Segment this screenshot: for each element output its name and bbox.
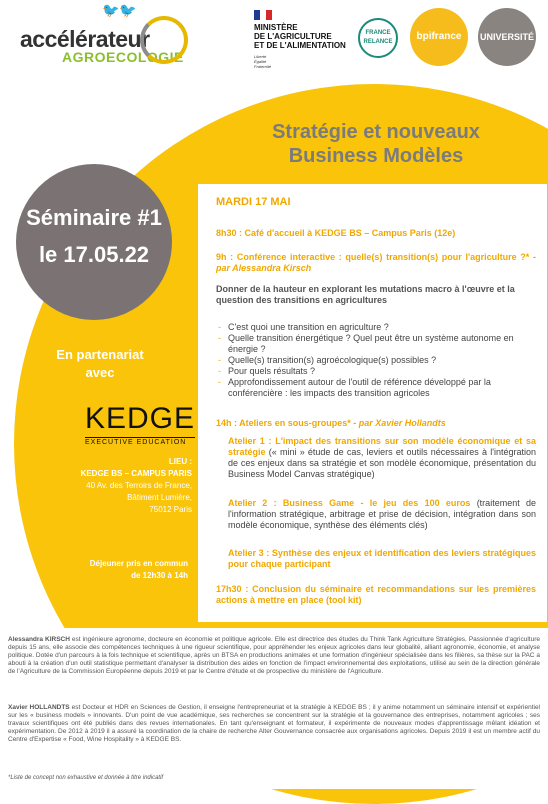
bpifrance-logo: bpifrance: [410, 8, 468, 66]
ministry-logo: MINISTÈRE DE L'AGRICULTURE ET DE L'ALIMENTATION: [254, 23, 346, 50]
universite-logo: UNIVERSITÉ: [478, 8, 536, 66]
conference-topics: [216, 322, 536, 399]
footnote: *Liste de concept non exhaustive et donnée à titre indicatif: [8, 775, 164, 781]
program-item-conclusion: 17h30 : Conclusion du séminaire et recommandations sur les premières actions à mettre en place (tool kit): [216, 584, 536, 605]
seminar-number: Séminaire #1: [26, 205, 162, 230]
partnership-label: En partenariat avec: [56, 347, 144, 380]
program-date: MARDI 17 MAI: [216, 196, 291, 208]
birds-icon: 🐦🐦: [102, 2, 137, 18]
logo-agroecologie: AGROECOLOGIE: [62, 49, 184, 65]
france-relance-logo: FRANCE RELANCE: [358, 18, 398, 58]
atelier-3: Atelier 3 : Synthèse des enjeux et identification des leviers stratégiques pour chaque participant: [228, 548, 536, 569]
list-item: - Pour quels résultats ?: [228, 366, 536, 377]
republic-motto: Liberté Égalité Fraternité: [254, 54, 272, 69]
kedge-logo-subtitle: EXECUTIVE EDUCATION: [85, 437, 195, 446]
list-item: - Quelle transition énergétique ? Quel peut être un système autonome en énergie ?: [228, 333, 536, 355]
lunch-info: Déjeuner pris en commun de 12h30 à 14h: [89, 559, 188, 580]
list-item: - C'est quoi une transition en agriculture ?: [228, 322, 536, 333]
kedge-logo: KEDGE: [85, 402, 196, 435]
program-item-accueil: 8h30 : Café d'accueil à KEDGE BS – Campus Paris (12e): [216, 228, 456, 238]
list-item: - Quelle(s) transition(s) agroécologique(s) possibles ?: [228, 355, 536, 366]
bio-alessandra-kirsch: Alessandra KIRSCH est ingénieure agronome, docteure en économie et politique agricole. Elle est directrice des études du Think Tank Agriculture Stratégies. Passionnée d'agriculture depuis 15 ans, elle associe des compétences techniques à une rigueur scientifique, pour appréhender les enjeux agricoles dans leur globalité, alliant agronomie, économie, et analyse politique. Dotée d'un parcours à la fois technique et scientifique, après un BTSA en productions animales et une formation d'ingénieur spécialisée dans les filières, sa thèse sur la PAC a abouti à la création d'un outil statistique permettant d'analyser la distribution des aides en fonction de l'impact environnemental des exploitations, utilisé au sein de la direction générale de l'Agriculture de la Commission Européenne depuis 2019 et par le Centre d'étude et de prospective du ministère de l'Agriculture.: [8, 636, 540, 675]
seminar-date: le 17.05.22: [38, 242, 150, 267]
bio-xavier-hollandts: Xavier HOLLANDTS est Docteur et HDR en Sciences de Gestion, il enseigne l'entrepreneuriat et la stratégie à KEDGE BS ; il y anime notamment un séminaire intensif et expérientiel sur les « business models » innovants. D'un point de vue académique, ses recherches se concentrent sur la stratégie et la gouvernance des entreprises, notamment agricoles ; ses travaux scientifiques ont été publiés dans des revues internationales. En tant qu'enseignant et formateur, il expérimente de nouveaux modes d'apprentissage mêlant idéation et expérimentation. De 2012 à 2019 il a assuré la coordination de la chaire de recherche Alter Gouvernance consacrée aux organisations agricoles. Depuis 2019 il est un membre actif du Centre d'Expertise « Food, Wine Hospitality » à KEDGE BS.: [8, 704, 540, 743]
atelier-2: Atelier 2 : Business Game - le jeu des 100 euros (traitement de l'information stratégique, arbitrage et prise de décision, intégration dans son modèle économique, synthèse des éléments clés): [228, 498, 536, 530]
venue-info: LIEU : KEDGE BS – CAMPUS PARIS 40 Av. des Terroirs de France, Bâtiment Lumière, 75012 Paris: [80, 457, 192, 514]
program-item-ateliers: 14h : Ateliers en sous-groupes* - par Xavier Hollandts: [216, 418, 446, 428]
ring-logo-icon: [140, 16, 188, 64]
program-item-conference: 9h : Conférence interactive : quelle(s) transition(s) pour l'agriculture ?* - par Alessandra Kirsch: [216, 252, 536, 273]
atelier-1: Atelier 1 : L'impact des transitions sur son modèle économique et sa stratégie (« mini » étude de cas, leviers et outils nécessaires à l'intégration de ces enjeux dans sa stratégie et son modèle économique, présentation du Business Model Canvas stratégique): [228, 436, 536, 479]
page-title: Stratégie et nouveaux Business Modèles: [272, 121, 480, 167]
list-item: - Approfondissement autour de l'outil de référence développé par la conférencière : les impacts des transition agricoles: [228, 377, 536, 399]
logo-accelerateur: accélérateur: [20, 26, 150, 52]
marianne-flag-icon: [254, 10, 272, 20]
conference-description: Donner de la hauteur en explorant les mutations macro à l'œuvre et la question des transitions en agricultures: [216, 284, 515, 305]
